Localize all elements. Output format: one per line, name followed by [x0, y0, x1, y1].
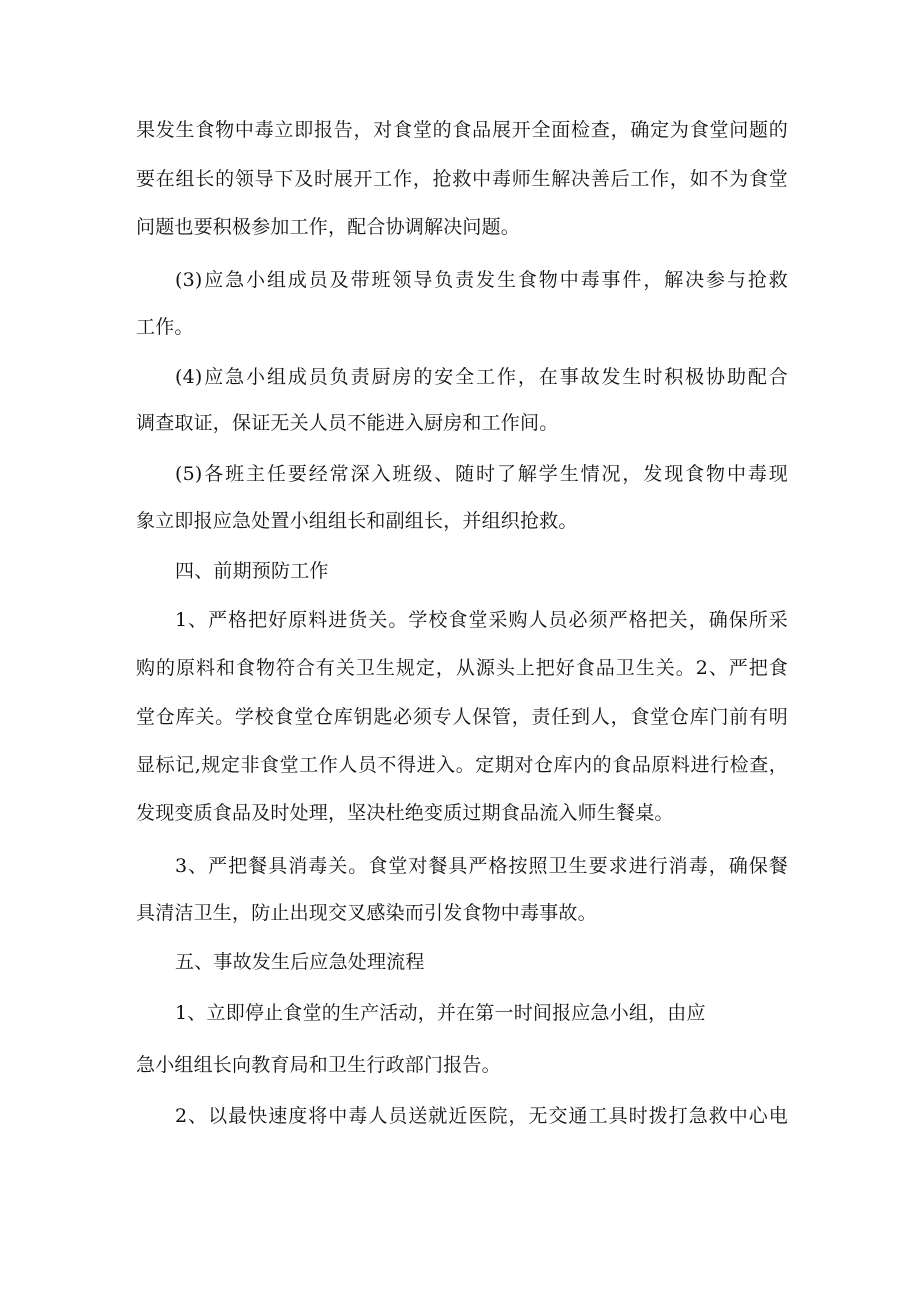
text-line: (4)应急小组成员负责厨房的安全工作，在事故发生时积极协助配合	[175, 366, 788, 388]
text-line: 显标记,规定非食堂工作人员不得进入。定期对仓库内的食品原料进行检查，	[136, 754, 788, 776]
text-line: (3)应急小组成员及带班领导负责发生食物中毒事件，解决参与抢救	[175, 269, 788, 291]
text-line: 3、严把餐具消毒关。食堂对餐具严格按照卫生要求进行消毒，确保餐	[175, 855, 788, 877]
text-line: 1、严格把好原料进货关。学校食堂采购人员必须严格把关，确保所采	[175, 609, 788, 631]
text-line: 购的原料和食物符合有关卫生规定，从源头上把好食品卫生关。2、严把食	[136, 657, 788, 679]
text-line: 具清洁卫生，防止出现交叉感染而引发食物中毒事故。	[136, 902, 597, 924]
text-line: 1、立即停止食堂的生产活动，并在第一时间报应急小组，由应	[175, 1002, 706, 1024]
text-line: 堂仓库关。学校食堂仓库钥匙必须专人保管，责任到人，食堂仓库门前有明	[136, 706, 788, 728]
text-line: (5)各班主任要经常深入班级、随时了解学生情况，发现食物中毒现	[175, 463, 788, 485]
text-line: 问题也要积极参加工作，配合协调解决问题。	[136, 216, 521, 238]
text-line: 发现变质食品及时处理，坚决杜绝变质过期食品流入师生餐桌。	[136, 802, 674, 824]
text-line: 急小组组长向教育局和卫生行政部门报告。	[136, 1054, 501, 1076]
text-line: 要在组长的领导下及时展开工作，抢救中毒师生解决善后工作，如不为食堂	[136, 168, 788, 190]
text-line: 调查取证，保证无关人员不能进入厨房和工作间。	[136, 412, 559, 434]
text-line: 果发生食物中毒立即报告，对食堂的食品展开全面检查，确定为食堂问题的	[136, 119, 788, 141]
text-line: 工作。	[136, 316, 194, 338]
text-line: 象立即报应急处置小组组长和副组长，并组织抢救。	[136, 510, 578, 532]
text-line: 2、以最快速度将中毒人员送就近医院，无交通工具时拨打急救中心电	[175, 1105, 788, 1127]
section-heading: 五、事故发生后应急处理流程	[175, 951, 425, 973]
section-heading: 四、前期预防工作	[175, 560, 329, 582]
